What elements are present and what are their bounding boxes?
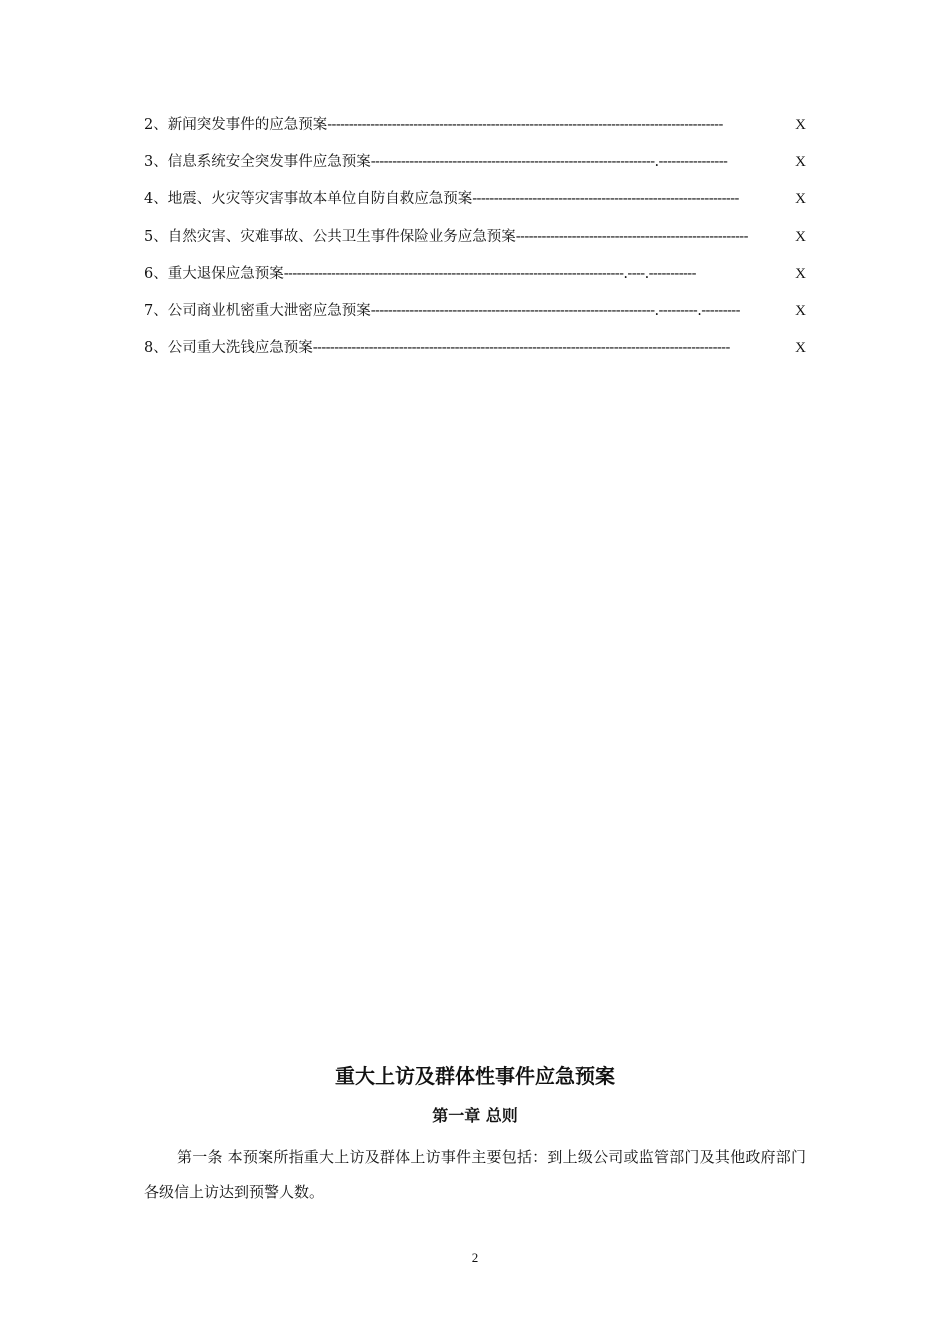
toc-page-number: X — [795, 154, 806, 171]
toc-page-number: X — [795, 117, 806, 133]
toc-page-number: X — [795, 265, 806, 282]
page-number: 2 — [471, 1250, 479, 1265]
document-title: 重大上访及群体性事件应急预案 — [335, 1064, 615, 1088]
toc-entry[interactable] — [144, 186, 806, 223]
toc-leader: -------------------------------------------------------------- — [472, 191, 739, 208]
table-of-contents — [144, 112, 806, 372]
toc-page-number: X — [795, 302, 806, 319]
toc-entry[interactable] — [144, 112, 806, 149]
toc-entry[interactable] — [144, 261, 806, 298]
toc-entry-label: 7、公司商业机密重大泄密应急预案 — [144, 302, 371, 319]
toc-leader: ------------------------------------------------------------------.---------------- — [370, 154, 728, 171]
article-paragraph: 第一条 本预案所指重大上访及群体上访事件主要包括：到上级公司或监管部门及其他政府部门各级信上访达到预警人数。 — [144, 1148, 806, 1201]
toc-leader: ------------------------------------------------------ — [515, 228, 748, 245]
toc-page-number: X — [795, 191, 806, 208]
toc-entry-label: 4、地震、火灾等灾害事故本单位自防自救应急预案 — [144, 191, 473, 208]
toc-leader: -------------------------------------------------------------------------------.----.----------- — [283, 265, 696, 282]
toc-entry[interactable] — [144, 149, 806, 186]
toc-leader: -------------------------------------------------------------------------------------------- — [327, 117, 723, 133]
toc-entry[interactable] — [144, 298, 806, 335]
toc-entry-label: 5、自然灾害、灾难事故、公共卫生事件保险业务应急预案 — [144, 228, 516, 245]
toc-page-number: X — [795, 228, 806, 245]
toc-entry-label: 8、公司重大洗钱应急预案 — [144, 340, 313, 357]
toc-leader: ------------------------------------------------------------------------------------------------- — [312, 340, 730, 357]
chapter-heading: 第一章 总则 — [432, 1106, 518, 1125]
toc-entry[interactable] — [144, 224, 806, 261]
toc-entry-label: 3、信息系统安全突发事件应急预案 — [144, 154, 371, 171]
toc-page-number: X — [795, 340, 806, 357]
toc-leader: ------------------------------------------------------------------.---------.--------- — [370, 302, 740, 319]
toc-entry-label: 2、新闻突发事件的应急预案 — [144, 117, 328, 133]
toc-entry-label: 6、重大退保应急预案 — [144, 265, 284, 282]
toc-entry[interactable] — [144, 335, 806, 372]
